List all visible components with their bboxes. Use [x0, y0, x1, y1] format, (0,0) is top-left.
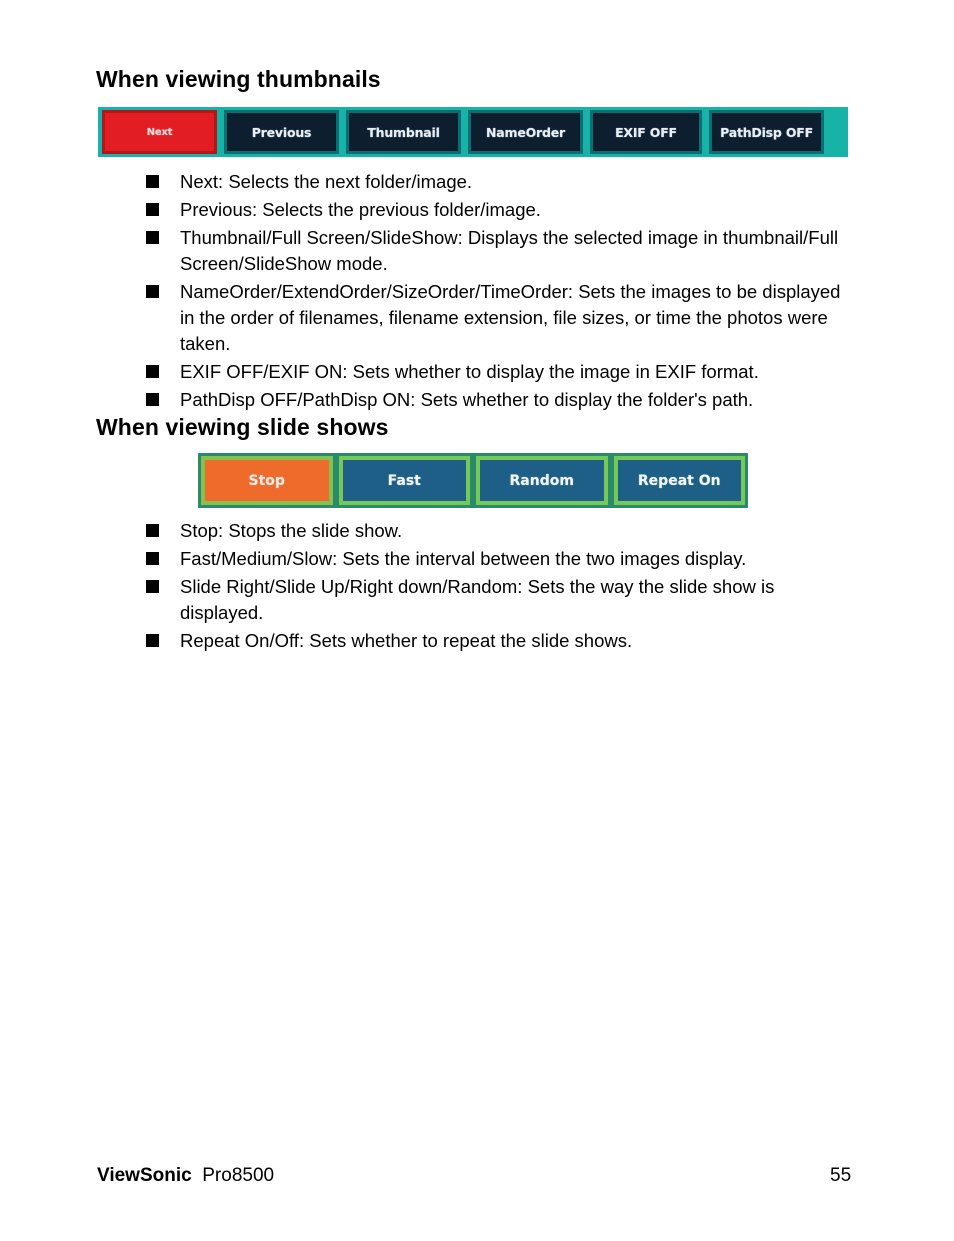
list-item [145, 197, 855, 223]
bullet-square-icon [146, 393, 159, 406]
list-item-text: Thumbnail/Full Screen/SlideShow: Displays the selected image in thumbnail/Full Screen/SlideShow mode. [180, 227, 839, 274]
random-button[interactable]: Random [476, 456, 608, 505]
list-item [145, 546, 855, 572]
thumbnail-menu-bar [98, 107, 848, 157]
list-item [145, 628, 855, 654]
section-heading-slide-shows: When viewing slide shows [96, 414, 389, 440]
exif-off-button[interactable]: EXIF OFF [590, 110, 702, 154]
thumbnail-options-list [145, 169, 855, 415]
previous-button[interactable]: Previous [224, 110, 339, 154]
list-item [145, 574, 855, 626]
thumbnail-button[interactable]: Thumbnail [346, 110, 461, 154]
next-button[interactable]: Next [102, 110, 217, 154]
page-number: 55 [830, 1165, 852, 1186]
bullet-square-icon [146, 580, 159, 593]
list-item-text: PathDisp OFF/PathDisp ON: Sets whether to display the folder's path. [180, 389, 754, 410]
footer-brand [97, 1165, 274, 1187]
list-item-text: Next: Selects the next folder/image. [180, 171, 473, 192]
slideshow-menu-bar [198, 453, 748, 508]
name-order-button[interactable]: NameOrder [468, 110, 583, 154]
list-item-text: Fast/Medium/Slow: Sets the interval between the two images display. [180, 548, 747, 569]
repeat-on-button[interactable]: Repeat On [614, 456, 746, 505]
list-item-text: Stop: Stops the slide show. [180, 520, 403, 541]
list-item [145, 225, 855, 277]
list-item [145, 279, 855, 357]
fast-button[interactable]: Fast [339, 456, 471, 505]
list-item [145, 518, 855, 544]
bullet-square-icon [146, 552, 159, 565]
bullet-square-icon [146, 634, 159, 647]
list-item-text: EXIF OFF/EXIF ON: Sets whether to display the image in EXIF format. [180, 361, 759, 382]
stop-button[interactable]: Stop [201, 456, 333, 505]
bullet-square-icon [146, 203, 159, 216]
list-item-text: NameOrder/ExtendOrder/SizeOrder/TimeOrder: Sets the images to be displayed in the order of filenames, filename extension, file sizes, or time the photos were taken. [180, 281, 841, 354]
path-disp-off-button[interactable]: PathDisp OFF [709, 110, 824, 154]
list-item [145, 387, 855, 413]
list-item [145, 359, 855, 385]
list-item [145, 169, 855, 195]
section-heading-thumbnails: When viewing thumbnails [96, 66, 381, 92]
brand-name: ViewSonic [97, 1165, 192, 1186]
bullet-square-icon [146, 175, 159, 188]
list-item-text: Previous: Selects the previous folder/image. [180, 199, 541, 220]
slideshow-options-list [145, 518, 855, 656]
bullet-square-icon [146, 524, 159, 537]
bullet-square-icon [146, 231, 159, 244]
model-name: Pro8500 [202, 1165, 275, 1186]
bullet-square-icon [146, 365, 159, 378]
list-item-text: Repeat On/Off: Sets whether to repeat the slide shows. [180, 630, 633, 651]
bullet-square-icon [146, 285, 159, 298]
list-item-text: Slide Right/Slide Up/Right down/Random: Sets the way the slide show is displayed. [180, 576, 775, 623]
